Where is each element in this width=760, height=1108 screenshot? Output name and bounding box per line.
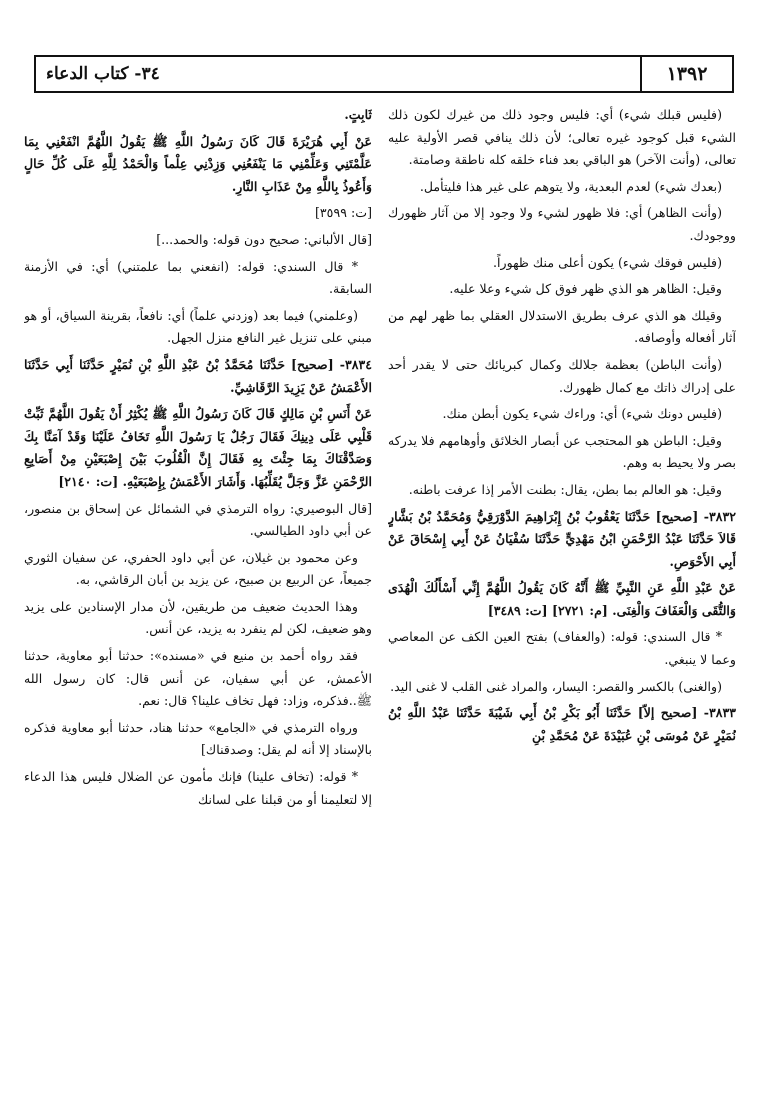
paragraph: (فليس قبلك شيء) أي: فليس وجود ذلك من غيرك لكون ذلك الشيء قبل كوجود غيره تعالى؛ لأن ذلك ينافي قصر الأولية عليه تعالى، (وأنت الآخر) هو الباقي بعد فناء خلقه كله ناطقة وصامتة. [388,107,736,168]
hadith-chain: ٣٨٣٣- [صحيح إلاّ] حَدَّثَنَا أَبُو بَكْرِ بْنُ أَبِي شَيْبَةَ حَدَّثَنَا عَبْدُ اللَّهِ بْنُ نُمَيْرٍ عَنْ مُوسَى بْنِ عُبَيْدَةَ عَنْ مُحَمَّدِ بْنِ [388,705,736,743]
page-header [34,55,734,93]
paragraph: * قال السندي: قوله: (والعفاف) بفتح العين الكف عن المعاصي وعما لا ينبغي. [388,629,736,668]
right-column [388,104,736,1094]
paragraph: (فليس دونك شيء) أي: وراءك شيء يكون أبطن منك. [442,406,722,422]
hadith-text: عَنْ أَبِي هُرَيْرَةَ قَالَ كَانَ رَسُولُ اللَّهِ ﷺ يَقُولُ اللَّهُمَّ انْفَعْنِي بِمَا عَلَّمْتَنِي وَعَلِّمْنِي مَا يَنْفَعُنِي وَزِدْنِي عِلْماً وَالْحَمْدُ لِلَّهِ عَلَى كُلِّ حَالٍ وَأَعُوذُ بِاللَّهِ مِنْ عَذَابِ النَّارِ. [24,133,372,194]
left-column [24,104,372,1094]
reference: [ت: ٣٥٩٩] [315,205,372,221]
paragraph: [قال البوصيري: رواه الترمذي في الشمائل عن إسحاق بن منصور، عن أبي داود الطيالسي. [24,500,372,539]
chapter-title: ٣٤- كتاب الدعاء [46,64,160,84]
page-number: ١٣٩٢ [640,57,732,91]
paragraph: ورواه الترمذي في «الجامع» حدثنا هناد، حدثنا أبو معاوية فذكره بالإسناد إلا أنه لم يقل: وصدقناك] [24,719,372,758]
paragraph: وقيل: هو العالم بما بطن، يقال: بطنت الأمر إذا عرفت باطنه. [408,481,722,497]
paragraph: (بعدك شيء) لعدم البعدية، ولا يتوهم على غير هذا فليتأمل. [419,178,722,194]
grading-note: [قال الألباني: صحيح دون قوله: والحمد...] [156,231,372,247]
paragraph: (فليس فوقك شيء) يكون أعلى منك ظهوراً. [493,254,722,270]
hadith-chain: ثَابِتٍ. [344,107,372,122]
paragraph: وعن محمود بن غيلان، عن أبي داود الحفري، عن سفيان الثوري جميعاً، عن الربيع بن صبيح، عن يزيد بن أبان الرقاشي، به. [24,549,372,588]
paragraph: (وعلمني) فيما بعد (وزدني علماً) أي: نافعاً، بقرينة السياق، أو هو مبني على تنزيل غير النافع منزل الجهل. [24,307,372,346]
hadith-text: عَنْ أَنَسِ بْنِ مَالِكٍ قَالَ كَانَ رَسُولُ اللَّهِ ﷺ يُكْثِرُ أَنْ يَقُولَ اللَّهُمَّ ثَبِّتْ قَلْبِي عَلَى دِينِكَ فَقَالَ رَجُلٌ يَا رَسُولَ اللَّهِ تَخَافُ عَلَيْنَا وَقَدْ آمَنَّا بِكَ وَصَدَّقْنَاكَ بِمَا جِئْتَ بِهِ فَقَالَ إِنَّ الْقُلُوبَ بَيْنَ إِصْبَعَيْنِ مِنْ أَصَابِعِ الرَّحْمَنِ عَزَّ وَجَلَّ يُقَلِّبُهَا. وَأَشَارَ الأَعْمَشُ بِإِصْبَعَيْهِ. [ت: ٢١٤٠] [24,406,372,489]
paragraph: * قوله: (تخاف علينا) فإنك مأمون عن الضلال فليس هذا الدعاء إلا لتعليمنا أو من قبلنا على لسانك [24,769,372,807]
paragraph: وهذا الحديث ضعيف من طريقين، لأن مدار الإسنادين على يزيد وهو ضعيف، لكن لم ينفرد به يزيد، عن أنس. [24,598,372,637]
hadith-chain: ٣٨٣٤- [صحيح] حَدَّثَنَا مُحَمَّدُ بْنُ عَبْدِ اللَّهِ بْنِ نُمَيْرٍ حَدَّثَنَا أَبِي حَدَّثَنَا الأَعْمَشُ عَنْ يَزِيدَ الرَّقَاشِيِّ. [24,356,372,395]
paragraph: (وأنت الظاهر) أي: فلا ظهور لشيء ولا وجود إلا من آثار ظهورك ووجودك. [388,205,736,243]
hadith-text: عَنْ عَبْدِ اللَّهِ عَنِ النَّبِيِّ ﷺ أَنَّهُ كَانَ يَقُولُ اللَّهُمَّ إِنِّي أَسْأَلُكَ الْهُدَى وَالتُّقَى وَالْعَفَافَ وَالْغِنَى. [م: ٢٧٢١] [ت: ٣٤٨٩] [388,580,736,618]
paragraph: وقيلك هو الذي عرف بطريق الاستدلال العقلي بما ظهر لهم من آثار أفعاله وأوصافه. [388,307,736,346]
paragraph: (والغنى) بالكسر والقصر: اليسار، والمراد غنى القلب لا غنى اليد. [390,678,722,694]
paragraph: وقيل: الظاهر هو الذي ظهر فوق كل شيء وعلا عليه. [449,281,722,297]
paragraph: فقد رواه أحمد بن منيع في «مسنده»: حدثنا أبو معاوية، حدثنا الأعمش، عن أبي سفيان، عن أنس قال: كان رسول الله ﷺ..فذكره، وزاد: فهل تخاف علينا؟ قال: نعم. [24,648,372,709]
paragraph: * قال السندي: قوله: (انفعني بما علمتني) أي: في الأزمنة السابقة. [24,258,372,297]
paragraph: (وأنت الباطن) بعظمة جلالك وكمال كبريائك حتى لا يقدر أحد على إدراك ذاتك مع كمال ظهورك. [388,356,736,395]
hadith-chain: ٣٨٣٢- [صحيح] حَدَّثَنَا يَعْقُوبُ بْنُ إِبْرَاهِيمَ الدَّوْرَقِيُّ وَمُحَمَّدُ بْنُ بَشَّارٍ قَالاَ حَدَّثَنَا عَبْدُ الرَّحْمَنِ ابْنُ مَهْدِيٍّ حَدَّثَنَا سُفْيَانُ عَنْ أَبِي إِسْحَاقَ عَنْ أَبِي الأَحْوَصِ. [388,508,736,569]
paragraph: وقيل: الباطن هو المحتجب عن أبصار الخلائق وأوهامهم فلا يدركه بصر ولا يحيط به وهم. [388,432,736,471]
